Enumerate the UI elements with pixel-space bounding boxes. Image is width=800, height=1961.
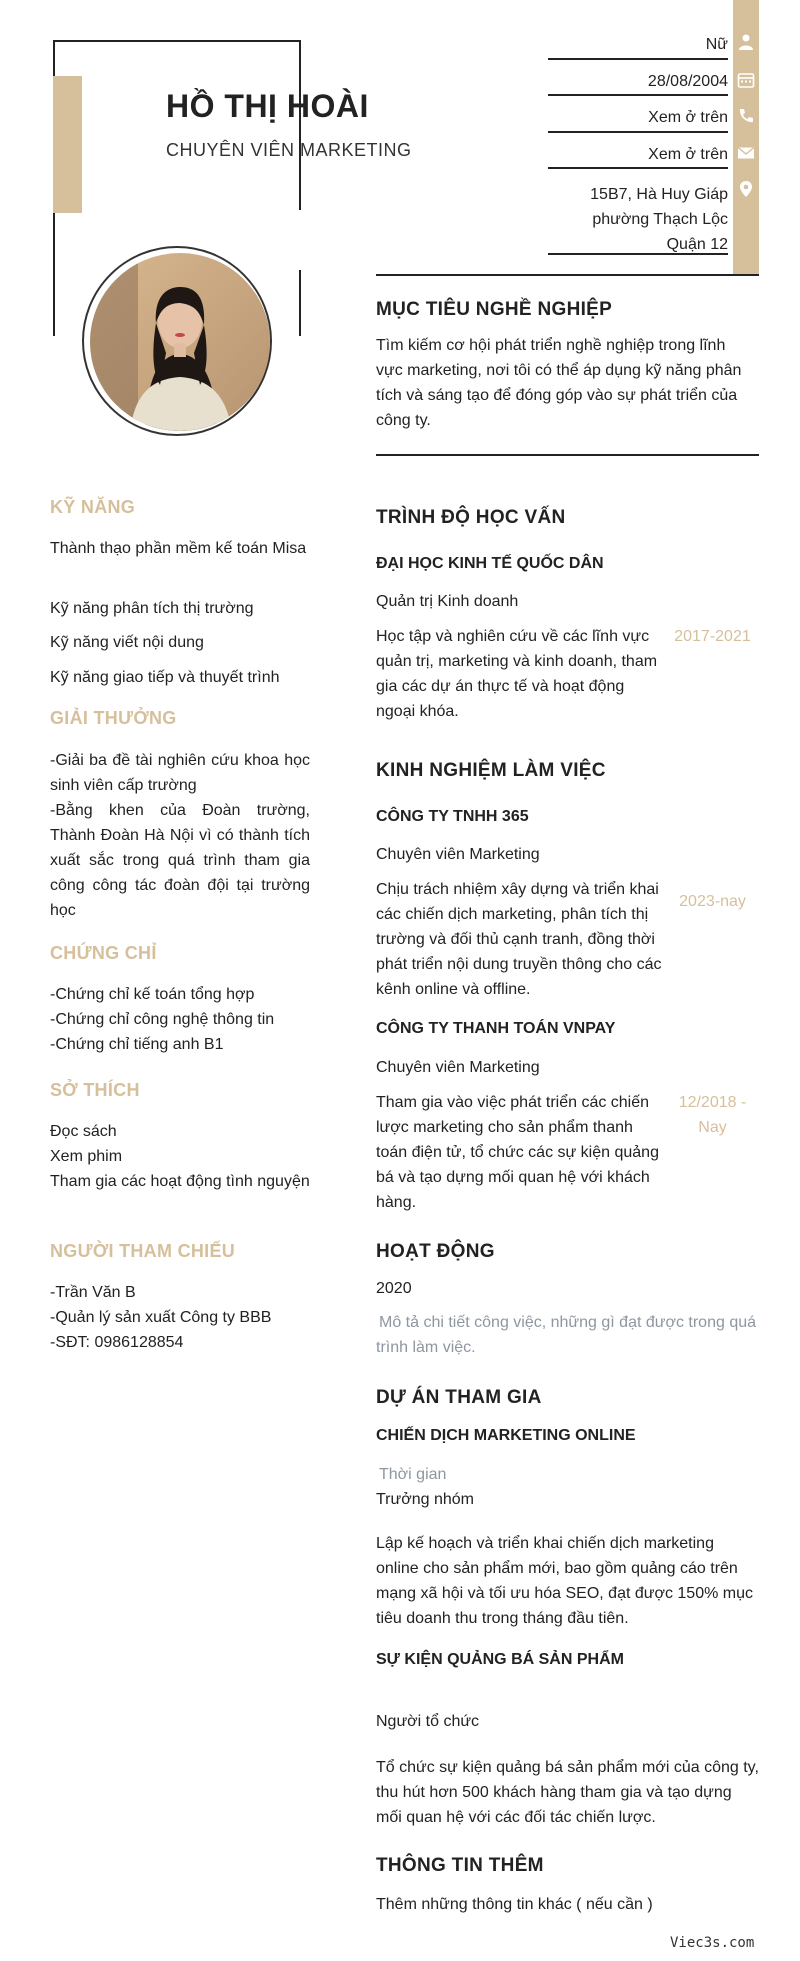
contact-divider [548,94,728,96]
job-description: Chịu trách nhiệm xây dựng và triển khai các chiến dịch marketing, phân tích thị trường và đối thủ cạnh tranh, đồng thời phát triển nội dung truyền thông cho các kênh online và offline. [376,881,662,998]
skill-item: Kỹ năng giao tiếp và thuyết trình [50,669,280,686]
job-company: CÔNG TY TNHH 365 [376,808,529,825]
hobbies-title: SỞ THÍCH [50,1080,140,1100]
section-divider [376,274,759,276]
skill-item: Kỹ năng phân tích thị trường [50,600,254,617]
candidate-name: HỒ THỊ HOÀI [166,88,369,124]
contact-gender: Nữ [705,36,728,53]
education-major: Quản trị Kinh doanh [376,593,519,610]
reference-item: -Trần Văn B [50,1284,136,1301]
references-title: NGƯỜI THAM CHIẾU [50,1241,236,1261]
reference-item: -Quản lý sản xuất Công ty BBB [50,1309,272,1326]
address-line: 15B7, Hà Huy Giáp [590,186,728,203]
projects-title: DỰ ÁN THAM GIA [376,1387,542,1408]
experience-title: KINH NGHIỆM LÀM VIỆC [376,760,606,781]
mail-icon [737,144,755,162]
certificate-item: -Chứng chỉ công nghệ thông tin [50,1011,275,1028]
project-role: Người tổ chức [376,1713,480,1730]
reference-item: -SĐT: 0986128854 [50,1334,184,1351]
section-divider [376,454,759,456]
skills-title: KỸ NĂNG [50,497,136,517]
project-name: CHIẾN DỊCH MARKETING ONLINE [376,1427,636,1444]
project-description: Tổ chức sự kiện quảng bá sản phẩm mới của công ty, thu hút hơn 500 khách hàng tham gia và tạo dựng mối quan hệ với các đối tác chiến lược. [376,1759,759,1826]
job-position: Chuyên viên Marketing [376,1059,540,1076]
address-line: Quận 12 [666,236,728,253]
job-period: 12/2018 - Nay [678,1094,747,1136]
accent-bar [53,76,82,213]
activities-year: 2020 [376,1280,412,1297]
avatar [90,253,270,431]
activities-title: HOẠT ĐỘNG [376,1241,495,1262]
project-name: SỰ KIỆN QUẢNG BÁ SẢN PHẨM [376,1651,624,1668]
contact-birthday: 28/08/2004 [647,73,728,90]
calendar-icon [737,71,755,89]
certificate-list [50,982,310,1057]
award-item: -Giải ba đề tài nghiên cứu khoa học sinh viên cấp trường [50,752,310,794]
reference-list [50,1280,310,1355]
phone-icon [737,107,755,125]
avatar-photo [90,253,270,431]
hobby-item: Xem phim [50,1148,123,1165]
job-company: CÔNG TY THANH TOÁN VNPAY [376,1020,616,1037]
contact-divider [548,253,728,255]
job-description: Tham gia vào việc phát triển các chiến lược marketing cho sản phẩm thanh toán điện tử, tổ chức các sự kiện quảng bá và tạo dựng mối quan hệ với khách hàng. [376,1094,659,1211]
project-description: Lập kế hoạch và triển khai chiến dịch marketing online cho sản phẩm mới, bao gồm quảng cáo trên mạng xã hội và tối ưu hóa SEO, đạt được 150% mục tiêu doanh thu trong tháng đầu tiên. [376,1535,753,1627]
certificate-item: -Chứng chỉ tiếng anh B1 [50,1036,224,1053]
job-period: 2023-nay [679,893,746,910]
job-position: Chuyên viên Marketing [376,846,540,863]
extra-title: THÔNG TIN THÊM [376,1855,544,1876]
contact-divider [548,58,728,60]
contact-divider [548,167,728,169]
project-role: Trưởng nhóm [376,1491,474,1508]
person-icon [737,33,755,51]
contact-address [548,182,728,257]
contact-divider [548,131,728,133]
objective-title: MỤC TIÊU NGHỀ NGHIỆP [376,299,613,320]
objective-text: Tìm kiếm cơ hội phát triển nghề nghiệp trong lĩnh vực marketing, nơi tôi có thể áp dụng kỹ năng phân tích và sáng tạo để đóng góp vào sự phát triển của công ty. [376,337,742,429]
education-period: 2017-2021 [674,628,751,645]
contact-phone: Xem ở trên [648,109,728,126]
hobby-item: Đọc sách [50,1123,117,1140]
certificates-title: CHỨNG CHỈ [50,943,157,963]
contact-email: Xem ở trên [648,146,728,163]
watermark: Viec3s.com [670,1935,755,1951]
skill-item: Thành thạo phần mềm kế toán Misa [50,540,307,557]
project-time: Thời gian [379,1466,447,1483]
award-item: -Bằng khen của Đoàn trường, Thành Đoàn Hà Nội vì có thành tích xuất sắc trong quá trình tham gia công công tác đoàn đội tại trường học [50,802,310,919]
location-icon [737,180,755,198]
education-school: ĐẠI HỌC KINH TẾ QUỐC DÂN [376,555,604,572]
hobby-item: Tham gia các hoạt động tình nguyện [50,1173,310,1190]
extra-text: Thêm những thông tin khác ( nếu cần ) [376,1896,653,1913]
certificate-item: -Chứng chỉ kế toán tổng hợp [50,986,255,1003]
skill-item: Kỹ năng viết nội dung [50,634,204,651]
education-description: Học tập và nghiên cứu về các lĩnh vực quản trị, marketing và kinh doanh, tham gia các dự án thực tế và hoạt động ngoại khóa. [376,628,658,720]
education-title: TRÌNH ĐỘ HỌC VẤN [376,507,566,528]
candidate-job-title: CHUYÊN VIÊN MARKETING [166,140,412,160]
activities-description: Mô tả chi tiết công việc, những gì đạt được trong quá trình làm việc. [376,1314,757,1356]
awards-title: GIẢI THƯỞNG [50,708,177,728]
address-line: phường Thạch Lộc [592,211,728,228]
